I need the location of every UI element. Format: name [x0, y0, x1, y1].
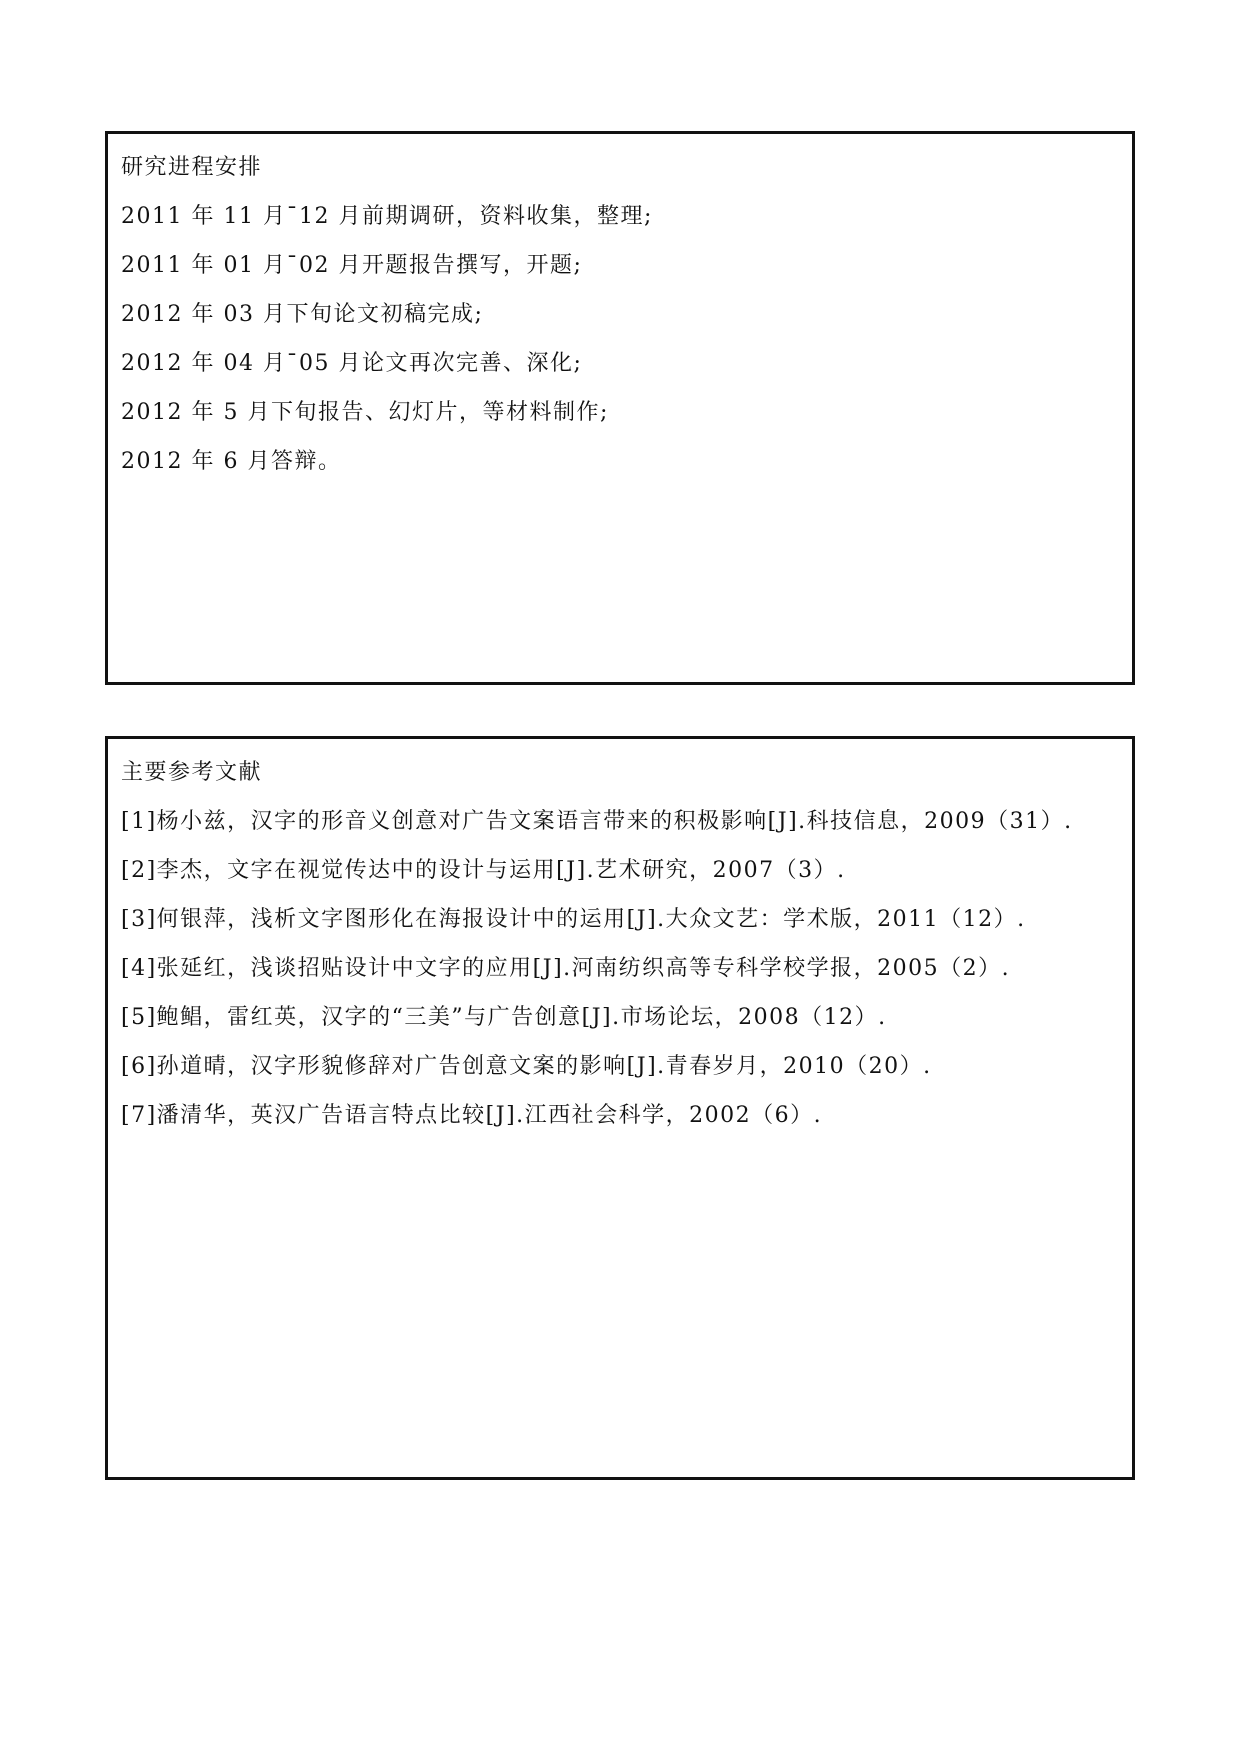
schedule-item: 2012 年 04 月¯05 月论文再次完善、深化; — [121, 351, 583, 376]
reference-item: [4]张延红，浅谈招贴设计中文字的应用[J].河南纺织高等专科学校学报，2005（2）. — [121, 956, 1011, 981]
references-heading: 主要参考文献 — [121, 760, 263, 785]
schedule-item: 2011 年 11 月¯12 月前期调研，资料收集，整理; — [121, 204, 653, 229]
references-section — [105, 736, 1135, 1480]
schedule-item: 2011 年 01 月¯02 月开题报告撰写，开题; — [121, 253, 583, 278]
schedule-heading: 研究进程安排 — [121, 155, 263, 180]
reference-item: [7]潘清华，英汉广告语言特点比较[J].江西社会科学，2002（6）. — [121, 1103, 823, 1128]
schedule-section — [105, 131, 1135, 685]
reference-item: [6]孙道晴，汉字形貌修辞对广告创意文案的影响[J].青春岁月，2010（20）. — [121, 1054, 932, 1079]
schedule-item: 2012 年 03 月下旬论文初稿完成; — [121, 302, 484, 327]
reference-item: [5]鲍鲳，雷红英，汉字的“三美”与广告创意[J].市场论坛，2008（12）. — [121, 1005, 887, 1030]
reference-item: [3]何银萍，浅析文字图形化在海报设计中的运用[J].大众文艺：学术版，2011（12）. — [121, 907, 1026, 932]
reference-item: [1]杨小兹，汉字的形音义创意对广告文案语言带来的积极影响[J].科技信息，2009（31）. — [121, 809, 1073, 834]
schedule-item: 2012 年 5 月下旬报告、幻灯片，等材料制作; — [121, 400, 609, 425]
schedule-item: 2012 年 6 月答辩。 — [121, 449, 342, 474]
reference-item: [2]李杰，文字在视觉传达中的设计与运用[J].艺术研究，2007（3）. — [121, 858, 846, 883]
